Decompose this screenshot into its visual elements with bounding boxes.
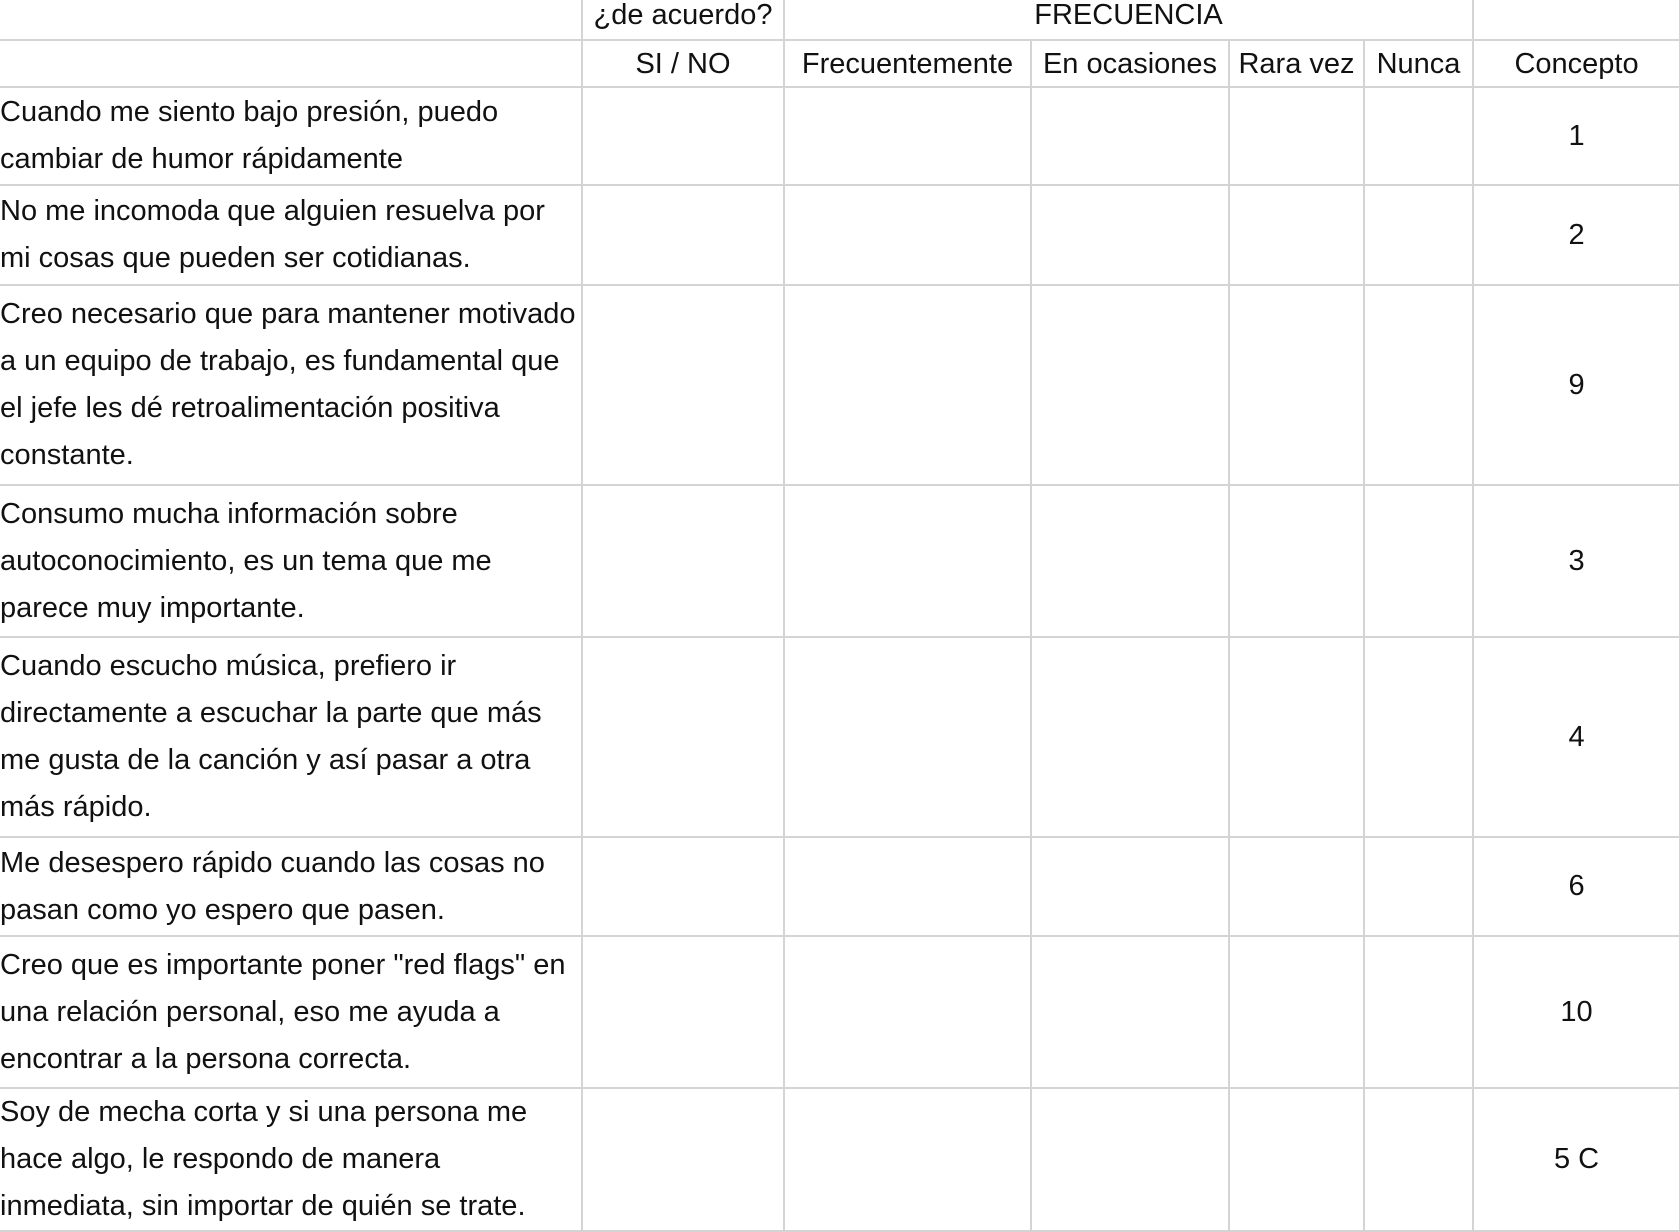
statement-cell[interactable]: No me incomoda que alguien resuelva por mi cosas que pueden ser cotidianas. bbox=[0, 185, 582, 285]
yes-no-cell[interactable] bbox=[582, 1088, 784, 1231]
concept-cell[interactable]: 6 bbox=[1473, 837, 1680, 936]
header-blank-cell-right[interactable] bbox=[1473, 0, 1680, 40]
never-cell[interactable] bbox=[1364, 87, 1473, 185]
header-blank-cell[interactable] bbox=[0, 0, 582, 40]
yes-no-cell[interactable] bbox=[582, 285, 784, 485]
table-row bbox=[0, 637, 1680, 837]
never-cell[interactable] bbox=[1364, 285, 1473, 485]
rarely-cell[interactable] bbox=[1229, 485, 1364, 637]
often-cell[interactable] bbox=[784, 837, 1031, 936]
often-cell[interactable] bbox=[784, 185, 1031, 285]
often-header[interactable]: Frecuentemente bbox=[784, 40, 1031, 87]
never-header[interactable]: Nunca bbox=[1364, 40, 1473, 87]
never-cell[interactable] bbox=[1364, 485, 1473, 637]
sometimes-cell[interactable] bbox=[1031, 1088, 1229, 1231]
yes-no-header[interactable]: SI / NO bbox=[582, 40, 784, 87]
concept-cell[interactable]: 2 bbox=[1473, 185, 1680, 285]
often-cell[interactable] bbox=[784, 936, 1031, 1088]
yes-no-cell[interactable] bbox=[582, 485, 784, 637]
never-cell[interactable] bbox=[1364, 185, 1473, 285]
never-cell[interactable] bbox=[1364, 837, 1473, 936]
table-row bbox=[0, 837, 1680, 936]
concept-cell[interactable]: 1 bbox=[1473, 87, 1680, 185]
often-cell[interactable] bbox=[784, 87, 1031, 185]
table-row bbox=[0, 1088, 1680, 1231]
rarely-cell[interactable] bbox=[1229, 837, 1364, 936]
sometimes-cell[interactable] bbox=[1031, 936, 1229, 1088]
sometimes-cell[interactable] bbox=[1031, 285, 1229, 485]
sometimes-cell[interactable] bbox=[1031, 185, 1229, 285]
often-cell[interactable] bbox=[784, 637, 1031, 837]
sometimes-cell[interactable] bbox=[1031, 485, 1229, 637]
yes-no-cell[interactable] bbox=[582, 637, 784, 837]
statement-cell[interactable]: Creo necesario que para mantener motivado a un equipo de trabajo, es fundamental que el jefe les dé retroalimentación positiva constante. bbox=[0, 285, 582, 485]
question-rows bbox=[0, 87, 1680, 1231]
table-row bbox=[0, 936, 1680, 1088]
statement-cell[interactable]: Cuando me siento bajo presión, puedo cambiar de humor rápidamente bbox=[0, 87, 582, 185]
rarely-cell[interactable] bbox=[1229, 637, 1364, 837]
yes-no-cell[interactable] bbox=[582, 185, 784, 285]
yes-no-cell[interactable] bbox=[582, 936, 784, 1088]
sometimes-cell[interactable] bbox=[1031, 637, 1229, 837]
statement-cell[interactable]: Soy de mecha corta y si una persona me hace algo, le respondo de manera inmediata, sin importar de quién se trate. bbox=[0, 1088, 582, 1231]
rarely-cell[interactable] bbox=[1229, 285, 1364, 485]
sometimes-header[interactable]: En ocasiones bbox=[1031, 40, 1229, 87]
rarely-cell[interactable] bbox=[1229, 1088, 1364, 1231]
never-cell[interactable] bbox=[1364, 637, 1473, 837]
sometimes-cell[interactable] bbox=[1031, 87, 1229, 185]
statement-cell[interactable]: Cuando escucho música, prefiero ir directamente a escuchar la parte que más me gusta de la canción y así pasar a otra más rápido. bbox=[0, 637, 582, 837]
rarely-header[interactable]: Rara vez bbox=[1229, 40, 1364, 87]
table-row bbox=[0, 285, 1680, 485]
rarely-cell[interactable] bbox=[1229, 185, 1364, 285]
often-cell[interactable] bbox=[784, 1088, 1031, 1231]
concept-cell[interactable]: 5 C bbox=[1473, 1088, 1680, 1231]
sometimes-cell[interactable] bbox=[1031, 837, 1229, 936]
table-row bbox=[0, 87, 1680, 185]
concept-cell[interactable]: 9 bbox=[1473, 285, 1680, 485]
concept-cell[interactable]: 4 bbox=[1473, 637, 1680, 837]
statement-cell[interactable]: Consumo mucha información sobre autoconocimiento, es un tema que me parece muy importante. bbox=[0, 485, 582, 637]
agree-header[interactable]: ¿de acuerdo? bbox=[582, 0, 784, 40]
often-cell[interactable] bbox=[784, 285, 1031, 485]
often-cell[interactable] bbox=[784, 485, 1031, 637]
rarely-cell[interactable] bbox=[1229, 936, 1364, 1088]
subheader-blank-cell[interactable] bbox=[0, 40, 582, 87]
concept-header[interactable]: Concepto bbox=[1473, 40, 1680, 87]
rarely-cell[interactable] bbox=[1229, 87, 1364, 185]
statement-cell[interactable]: Me desespero rápido cuando las cosas no pasan como yo espero que pasen. bbox=[0, 837, 582, 936]
table-row bbox=[0, 485, 1680, 637]
frequency-header[interactable]: FRECUENCIA bbox=[784, 0, 1473, 40]
yes-no-cell[interactable] bbox=[582, 87, 784, 185]
concept-cell[interactable]: 10 bbox=[1473, 936, 1680, 1088]
yes-no-cell[interactable] bbox=[582, 837, 784, 936]
never-cell[interactable] bbox=[1364, 1088, 1473, 1231]
table-row bbox=[0, 185, 1680, 285]
never-cell[interactable] bbox=[1364, 936, 1473, 1088]
concept-cell[interactable]: 3 bbox=[1473, 485, 1680, 637]
statement-cell[interactable]: Creo que es importante poner "red flags" en una relación personal, eso me ayuda a encontrar a la persona correcta. bbox=[0, 936, 582, 1088]
